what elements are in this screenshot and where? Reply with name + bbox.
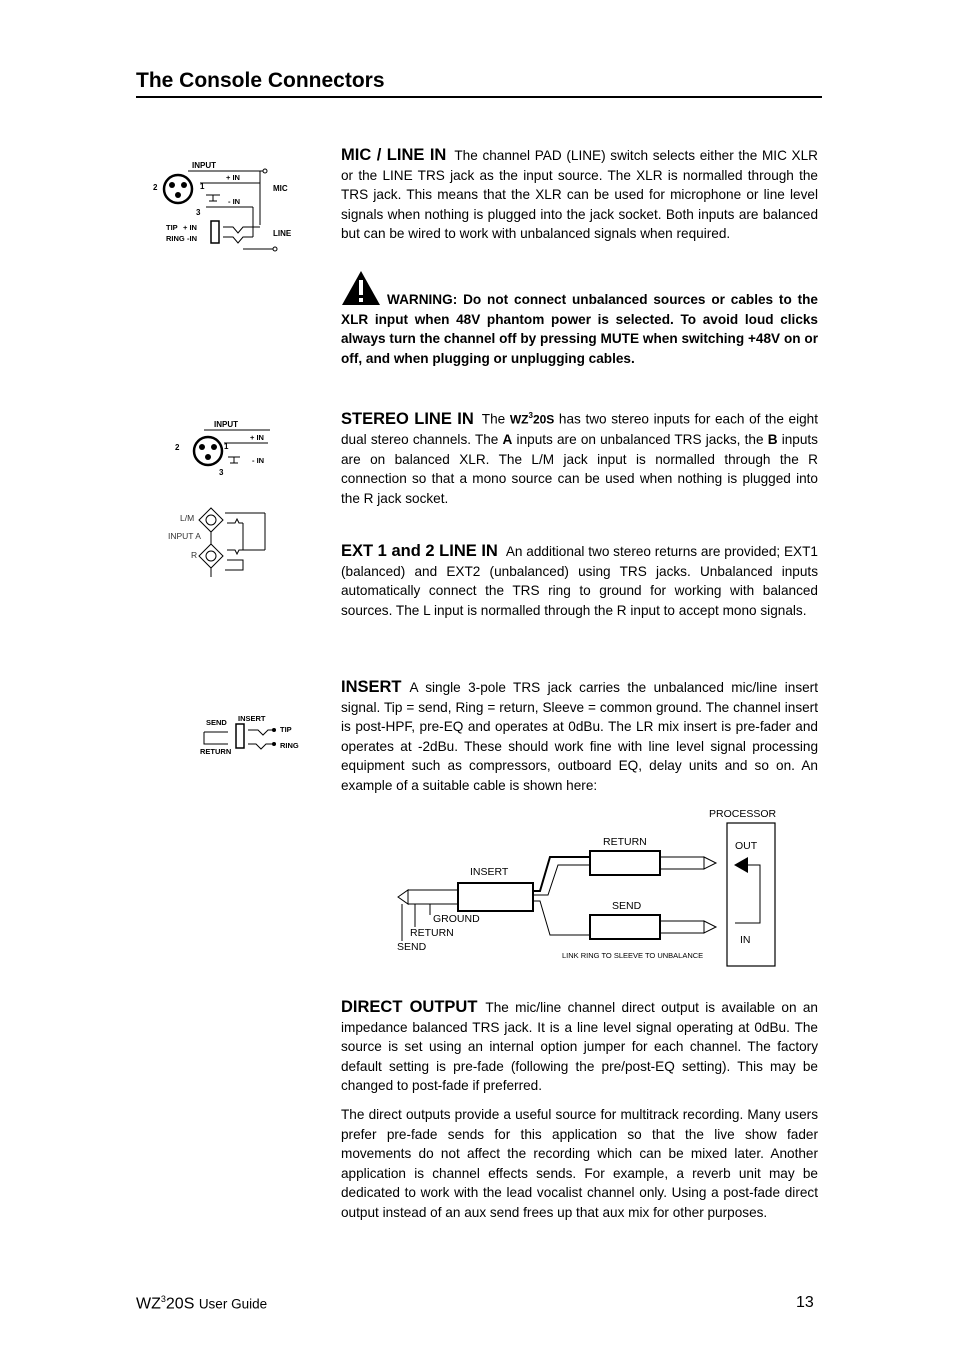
page-number: 13	[796, 1294, 814, 1311]
svg-text:TIP: TIP	[280, 725, 292, 734]
svg-text:LINE: LINE	[273, 229, 292, 238]
insert-paragraph: INSERT A single 3-pole TRS jack carries the unbalanced mic/line insert signal. Tip = send, Ring = return, Sleeve = common ground. The channel insert is post-HPF, pre-EQ and operates at 0dBu. The LR mix insert is pre-fader and operates at -2dBu. These should work fine with line level signal processing equipment such as compressors, outboard EQ, delay units and so on. An example of a suitable cable is shown here:	[341, 678, 818, 793]
svg-text:GROUND: GROUND	[433, 913, 480, 925]
svg-text:R: R	[191, 550, 198, 560]
stereo-jack-diagram	[165, 505, 275, 585]
svg-text:RETURN: RETURN	[603, 836, 647, 848]
svg-text:INSERT: INSERT	[470, 866, 509, 878]
xlr-socket-icon	[164, 175, 192, 203]
processor-label: PROCESSOR	[709, 808, 777, 820]
svg-text:RETURN: RETURN	[200, 747, 232, 756]
svg-text:LINK RING TO SLEEVE TO UNBALAN: LINK RING TO SLEEVE TO UNBALANCE	[562, 951, 704, 960]
svg-text:2: 2	[153, 183, 158, 192]
svg-text:RING: RING	[280, 741, 299, 750]
mic-line-paragraph	[341, 146, 818, 244]
ext-paragraph: EXT 1 and 2 LINE IN An additional two stereo returns are provided; EXT1 (balanced) and EXT2 (unbalanced) using TRS jacks. Unbalanced inputs automatically connect the TRS ring to ground for working with balanced sources. The L input is normalled through the R input to accept mono signals.	[341, 542, 818, 618]
stereo-heading: STEREO LINE IN	[341, 409, 474, 428]
svg-text:IN: IN	[740, 934, 751, 946]
svg-text:+ IN: + IN	[183, 223, 197, 232]
out-arrow-icon	[734, 857, 748, 873]
svg-text:2: 2	[175, 443, 180, 452]
ext-heading: EXT 1 and 2 LINE IN	[341, 542, 498, 560]
svg-text:MIC: MIC	[273, 184, 288, 193]
phantom-warning: WARNING: Do not connect unbalanced sources or cables to the XLR input when 48V phantom power is selected. To avoid loud clicks always turn the channel off by pressing MUTE when switching +48V on or off, and when plugging or unplugging cables.	[341, 292, 818, 366]
insert-jack-diagram	[198, 710, 308, 760]
svg-text:INPUT: INPUT	[214, 420, 238, 429]
send-plug-icon	[590, 915, 660, 939]
xlr-socket-icon	[194, 437, 222, 465]
insert-jack-icon	[236, 724, 244, 748]
mic-line-diagram	[148, 155, 298, 255]
insert-plug-icon	[458, 883, 533, 911]
svg-text:TIP: TIP	[166, 223, 178, 232]
stereo-paragraph: STEREO LINE IN The $WZ^320S$ has two stereo inputs for each of the eight dual stereo channels. The A inputs are on unbalanced TRS jacks, the B inputs are on balanced XLR. The L/M jack input is normalled through the R connection so that a mono source can be used when nothing is plugged into the R jack socket.	[341, 409, 819, 506]
svg-text:- IN: - IN	[252, 456, 265, 465]
svg-text:3: 3	[196, 208, 201, 217]
svg-text:SEND: SEND	[397, 941, 427, 953]
svg-text:SEND: SEND	[206, 718, 227, 727]
footer-product: $WZ^320S$ User Guide	[136, 1294, 268, 1313]
direct-heading: DIRECT OUTPUT	[341, 998, 478, 1016]
trs-jack-icon	[211, 221, 219, 243]
mic-line-body: The channel PAD (LINE) switch selects either the MIC XLR or the LINE TRS jack as the input source. The XLR is normalled through the TRS jack. This means that the XLR can be used for microphone or line level signals when nothing is plugged into the jack socket. Both inputs are balanced but can be wired to work with unbalanced signals when required.	[341, 148, 818, 241]
svg-text:SEND: SEND	[612, 900, 642, 912]
svg-text:+ IN: + IN	[226, 173, 240, 182]
direct-paragraph: DIRECT OUTPUT The mic/line channel direct output is available on an impedance balanced TRS jack. It is a line level signal operating at 0dBu. The source is set using an internal option jumper for each channel. The factory default setting is pre-fade (following the pre/post-EQ setting). This may be changed to post-fade if preferred.	[341, 998, 818, 1093]
svg-text:3: 3	[219, 468, 224, 477]
jack-r-icon	[206, 551, 216, 561]
svg-text:- IN: - IN	[228, 197, 241, 206]
mic-diag-input-label: INPUT	[192, 161, 216, 170]
svg-text:1: 1	[224, 442, 229, 451]
svg-text:L/M: L/M	[180, 513, 195, 523]
direct-paragraph-2: The direct outputs provide a useful source for multitrack recording. Many users prefer pre-fade sends for this application so that the live show fader movements do not affect the recording which can be mixed later. Another application is channel effects sends. For example, a reverb unit may be dedicated to work with the lead vocalist channel only. Using a post-fade direct output instead of an aux send frees up that aux mix for other purposes.	[341, 1107, 818, 1220]
svg-text:1: 1	[200, 182, 205, 191]
svg-text:RING: RING	[166, 234, 185, 243]
svg-text:INSERT: INSERT	[238, 714, 266, 723]
svg-text:+ IN: + IN	[250, 433, 264, 442]
jack-l-icon	[206, 515, 216, 525]
mic-line-heading: MIC / LINE IN	[341, 146, 447, 164]
return-plug-icon	[590, 851, 660, 875]
svg-text:OUT: OUT	[735, 840, 758, 852]
svg-text:RETURN: RETURN	[410, 927, 454, 939]
insert-cable-diagram	[390, 805, 790, 970]
insert-heading: INSERT	[341, 678, 402, 696]
svg-text:-IN: -IN	[187, 234, 197, 243]
page-title: The Console Connectors	[136, 68, 822, 98]
stereo-xlr-diagram	[168, 415, 278, 477]
svg-text:INPUT A: INPUT A	[168, 531, 201, 541]
